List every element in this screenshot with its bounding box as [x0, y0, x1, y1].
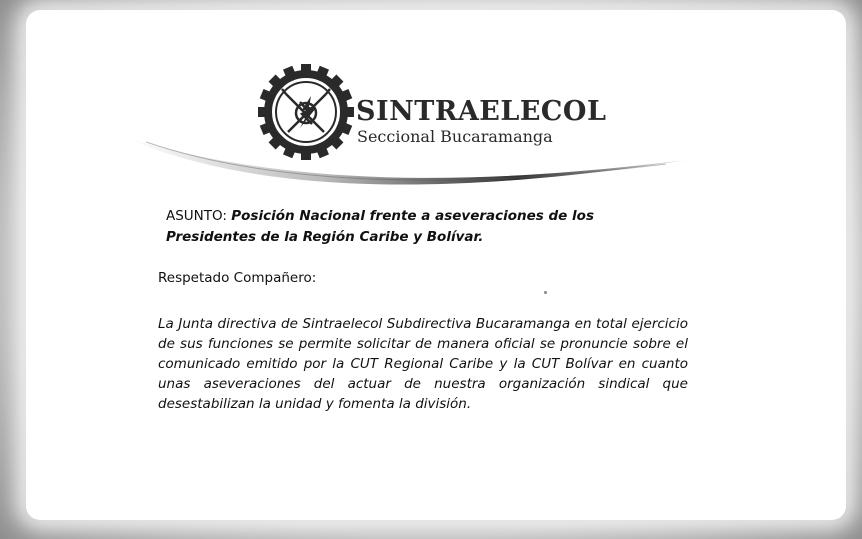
- gear-lightning-logo-icon: [256, 62, 356, 162]
- subject-label: ASUNTO:: [166, 208, 227, 224]
- scan-speck: [544, 291, 547, 294]
- document-page: [26, 10, 846, 520]
- body-paragraph: La Junta directiva de Sintraelecol Subdirectiva Bucaramanga en total ejercicio de sus funciones se permite solicitar de manera oficial se pronuncie sobre el comunicado emitido por la CUT Regional Caribe y la CUT Bolívar en cuanto unas aseveraciones del actuar de nuestra organización sindical que desestabilizan la unidad y fomenta la división.: [158, 316, 688, 412]
- organization-name: SINTRAELECOL: [356, 96, 607, 127]
- greeting: Respetado Compañero:: [158, 270, 317, 286]
- organization-subtitle: Seccional Bucaramanga: [357, 127, 553, 146]
- subject-line: [166, 206, 686, 248]
- letterhead: [26, 10, 846, 210]
- subject-text: Posición Nacional frente a aseveraciones de los Presidentes de la Región Caribe y Bolívar.: [166, 208, 594, 245]
